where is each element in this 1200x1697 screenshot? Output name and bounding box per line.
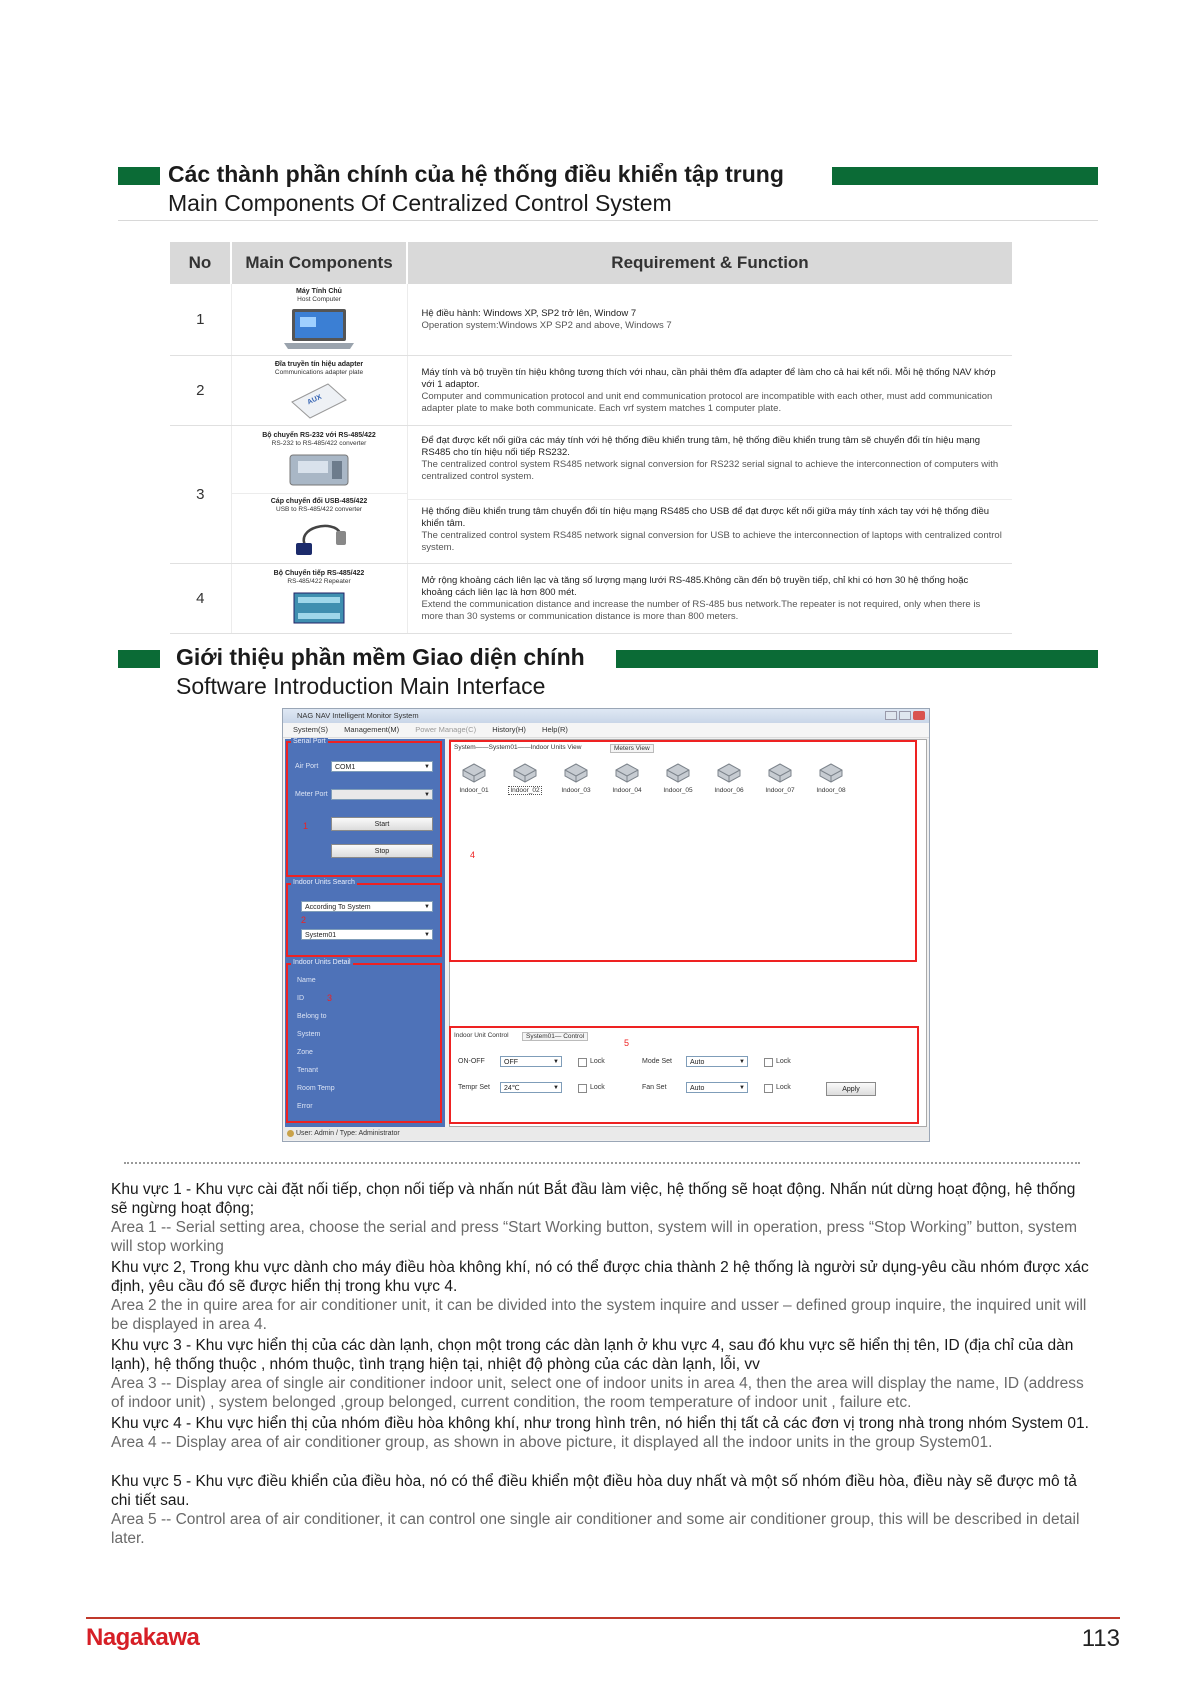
lock-label: Lock — [776, 1084, 791, 1091]
indoor-unit-label: Indoor_07 — [765, 787, 795, 794]
area-4-marker: 4 — [470, 850, 476, 860]
lock-label: Lock — [590, 1058, 605, 1065]
function-cell — [407, 426, 1012, 564]
indoor-unit-label: Indoor_05 — [663, 787, 693, 794]
function-en: Extend the communication distance and increase the number of RS-485 bus network.The repeater is not required, only when there is more than 30 systems or communication distance is more than 800 meters. — [421, 598, 981, 622]
system-select[interactable] — [301, 929, 433, 940]
detail-field: System — [297, 1031, 321, 1038]
area-2-marker: 2 — [301, 915, 307, 925]
menu-management[interactable]: Management(M) — [344, 725, 400, 734]
description-vi: Khu vực 3 - Khu vực hiển thị của các dàn lạnh, chọn một trong các dàn lạnh ở khu vực 4, sau đó khu vực sẽ hiển thị tên, ID (địa chỉ của dàn lạnh), hệ thống thuộc , nhóm thuộc, tình trạng hiện tại, nhiệt độ phòng của các dàn lạnh, lỗi, vv — [111, 1337, 1074, 1373]
detail-field: Room Temp — [297, 1085, 335, 1092]
maximize-icon[interactable] — [899, 711, 911, 720]
indoor-unit-label: Indoor_08 — [816, 787, 846, 794]
menu-history[interactable]: History(H) — [492, 725, 526, 734]
row-number: 4 — [170, 564, 231, 634]
indoor-unit-icon — [460, 762, 488, 784]
component-subblock — [232, 493, 407, 561]
tab-meters-view[interactable]: Meters View — [610, 744, 654, 753]
section2-title-vi: Giới thiệu phần mềm Giao diện chính — [176, 644, 585, 670]
indoor-unit[interactable] — [505, 762, 545, 794]
function-vi: Máy tính và bộ truyền tín hiệu không tương thích với nhau, cần phải thêm đĩa adapter để làm cho cả hai kết nối. Mỗi hệ thống NAV khớp với 1 adaptor. — [421, 366, 996, 390]
function-cell — [407, 284, 1012, 356]
component-label-vi: Bộ Chuyển tiếp RS-485/422 — [273, 570, 365, 577]
indoor-unit-icon — [664, 762, 692, 784]
function-vi: Hệ điều hành: Windows XP, SP2 trở lên, Window 7 — [421, 307, 637, 319]
air-port-value: COM1 — [335, 764, 356, 771]
temp-set-value: 24℃ — [504, 1085, 520, 1092]
description-vi: Khu vực 2, Trong khu vực dành cho máy điều hòa không khí, nó có thể được chia thành 2 hệ thống là người sử dụng-yêu cầu nhóm được xác định, yêu cầu đó sẽ được hiển thị trong khu vực 4. — [111, 1259, 1089, 1295]
window-title: NAG NAV Intelligent Monitor System — [297, 711, 419, 720]
indoor-unit[interactable] — [811, 762, 851, 794]
area-description — [111, 1472, 1091, 1548]
meter-port-label: Meter Port — [295, 791, 328, 798]
function-vi: Hệ thống điều khiển trung tâm chuyển đổi tín hiệu mạng RS485 cho USB để đạt được kết nối giữa máy tính xách tay với hệ thống điều khiển tâm. — [421, 506, 990, 529]
area-3-marker: 3 — [327, 993, 333, 1003]
svg-text:AUX: AUX — [306, 393, 323, 407]
search-mode-value: According To System — [305, 904, 371, 911]
description-en: Area 5 -- Control area of air conditioner, it can control one single air conditioner and some air conditioner group, this will be described in detail later. — [111, 1511, 1080, 1547]
description-en: Area 2 the in quire area for air conditioner unit, it can be divided into the system inquire and usser – defined group inquire, the inquired unit will be displayed in area 4. — [111, 1297, 1087, 1333]
area-1-marker: 1 — [303, 821, 309, 831]
header-function: Requirement & Function — [407, 242, 1012, 284]
section1-rule — [118, 220, 1098, 221]
dotted-divider — [124, 1162, 1080, 1164]
start-button[interactable]: Start — [331, 817, 433, 831]
table-row — [170, 356, 1012, 426]
indoor-unit-label: Indoor_06 — [714, 787, 744, 794]
apply-button[interactable]: Apply — [826, 1082, 876, 1096]
row-number: 2 — [170, 356, 231, 426]
detail-field: Name — [297, 977, 316, 984]
function-vi: Mở rộng khoảng cách liên lạc và tăng số lượng mạng lưới RS-485.Không cần đến bộ truyền tiếp, chỉ khi có hơn 30 hệ thống hoặc khoảng cách liên lạc là hơn 800 mét. — [421, 574, 969, 598]
area-description — [111, 1180, 1091, 1256]
component-label-en: RS-485/422 Repeater — [287, 578, 351, 585]
component-label-en: Host Computer — [297, 296, 341, 303]
function-vi: Để đạt được kết nối giữa các máy tính với hệ thống điều khiển trung tâm, hệ thống điều khiển trung tâm sẽ chuyển đổi tín hiệu mạng RS485 cho tín hiệu nối tiếp RS232. — [421, 435, 981, 458]
detail-group — [286, 963, 442, 1123]
indoor-unit-icon — [817, 762, 845, 784]
user-icon — [287, 1130, 294, 1137]
mode-set-select[interactable] — [686, 1056, 748, 1067]
indoor-unit-label: Indoor_04 — [612, 787, 642, 794]
converter-icon — [284, 451, 354, 489]
chevron-down-icon: ▼ — [553, 1059, 559, 1065]
menu-system[interactable]: System(S) — [293, 725, 329, 734]
temp-lock-checkbox[interactable] — [578, 1084, 587, 1093]
component-label-vi: Đĩa truyền tín hiệu adapter — [274, 361, 364, 368]
indoor-unit-icon — [613, 762, 641, 784]
table-row — [170, 426, 1012, 564]
indoor-unit-icon — [715, 762, 743, 784]
chevron-down-icon: ▼ — [424, 932, 430, 938]
section2-bar-right — [616, 650, 1098, 668]
control-group — [449, 1026, 919, 1124]
fan-set-value: Auto — [690, 1085, 705, 1092]
description-en: Area 3 -- Display area of single air conditioner indoor unit, select one of indoor units in area 4, then the area will display the name, ID (address of indoor unit) , system belonged ,group belonged, current condition, the room temperature of indoor unit , failure etc. — [111, 1375, 1084, 1411]
description-vi: Khu vực 4 - Khu vực hiển thị của nhóm điều hòa không khí, như trong hình trên, nó hiển thị tất cả các đơn vị trong nhà trong nhóm System 01. — [111, 1415, 1089, 1432]
function-en: The centralized control system RS485 network signal conversion for USB to achieve the interconnection of laptops with centralized control system. — [421, 530, 1002, 553]
table-row — [170, 564, 1012, 634]
laptop-icon — [280, 307, 358, 351]
component-cell — [231, 426, 407, 564]
mode-lock-checkbox[interactable] — [764, 1058, 773, 1067]
component-cell — [231, 284, 407, 356]
function-en: Computer and communication protocol and unit end communication protocol are incompatible with each other, must add communication adapter plate to make both communicate. Each vrf system matches 1 computer plate. — [421, 390, 993, 414]
function-en: Operation system:Windows XP SP2 and above, Windows 7 — [421, 319, 672, 331]
lock-label: Lock — [590, 1084, 605, 1091]
left-panel — [285, 739, 445, 1127]
software-screenshot — [282, 708, 930, 1142]
description-en: Area 4 -- Display area of air conditioner group, as shown in above picture, it displayed all the indoor units in the group System01. — [111, 1434, 993, 1451]
header-components: Main Components — [231, 242, 407, 284]
search-mode-select[interactable] — [301, 901, 433, 912]
search-group — [286, 883, 442, 957]
status-bar — [283, 1127, 929, 1140]
usb-cable-icon — [284, 517, 354, 557]
indoor-unit[interactable] — [607, 762, 647, 794]
header-no: No — [170, 242, 231, 284]
menu-help[interactable]: Help(R) — [542, 725, 568, 734]
chevron-down-icon: ▼ — [424, 792, 430, 798]
component-subblock — [232, 428, 407, 493]
section1-bar-right — [832, 167, 1098, 185]
on-off-select[interactable] — [500, 1056, 562, 1067]
indoor-unit[interactable] — [709, 762, 749, 794]
detail-field: Belong to — [297, 1013, 327, 1020]
detail-field: Error — [297, 1103, 313, 1110]
search-label: Indoor Units Search — [293, 879, 355, 886]
function-subblock — [408, 499, 1013, 560]
indoor-unit[interactable] — [556, 762, 596, 794]
air-port-label: Air Port — [295, 763, 319, 770]
window-titlebar — [283, 709, 929, 723]
mode-set-label: Mode Set — [642, 1058, 672, 1065]
row-number: 1 — [170, 284, 231, 356]
chevron-down-icon: ▼ — [424, 764, 430, 770]
serial-port-label: Serial Port — [293, 738, 326, 745]
component-label-en: Communications adapter plate — [274, 369, 364, 376]
detail-field: Zone — [297, 1049, 313, 1056]
adapter-plate-icon — [284, 380, 354, 420]
close-icon[interactable] — [913, 711, 925, 720]
component-cell — [231, 564, 407, 634]
lock-label: Lock — [776, 1058, 791, 1065]
row-number: 3 — [170, 426, 231, 564]
temp-set-select[interactable] — [500, 1082, 562, 1093]
meter-port-select[interactable] — [331, 789, 433, 800]
function-en: The centralized control system RS485 network signal conversion for RS232 serial signal to achieve the interconnection of computers with centralized control system. — [421, 459, 999, 482]
section2-bar-left — [118, 650, 160, 668]
components-table — [170, 242, 1012, 634]
chevron-down-icon: ▼ — [553, 1085, 559, 1091]
section2-title-en: Software Introduction Main Interface — [176, 673, 546, 699]
detail-label: Indoor Units Detail — [293, 959, 351, 966]
fan-lock-checkbox[interactable] — [764, 1084, 773, 1093]
tab-indoor-control[interactable]: Indoor Unit Control — [454, 1032, 509, 1039]
chevron-down-icon: ▼ — [424, 904, 430, 910]
system-value: System01 — [305, 932, 337, 939]
main-view — [449, 739, 927, 1127]
component-label-en: RS-232 to RS-485/422 converter — [271, 440, 367, 447]
indoor-unit[interactable] — [454, 762, 494, 794]
menu-power[interactable]: Power Manage(C) — [415, 725, 477, 734]
chevron-down-icon: ▼ — [739, 1085, 745, 1091]
component-label-vi: Máy Tính Chủ — [296, 288, 342, 295]
on-off-value: OFF — [504, 1059, 518, 1066]
repeater-icon — [284, 589, 354, 627]
air-port-select[interactable] — [331, 761, 433, 772]
minimize-icon[interactable] — [885, 711, 897, 720]
fan-set-select[interactable] — [686, 1082, 748, 1093]
indoor-unit-icon — [766, 762, 794, 784]
tab-system-control[interactable]: System01— Control — [522, 1032, 588, 1041]
indoor-unit-label: Indoor_02 — [510, 787, 540, 794]
detail-field: Tenant — [297, 1067, 319, 1074]
footer-rule — [86, 1617, 1120, 1619]
menu-bar — [283, 723, 929, 738]
stop-button[interactable]: Stop — [331, 844, 433, 858]
indoor-unit-icon — [511, 762, 539, 784]
chevron-down-icon: ▼ — [739, 1059, 745, 1065]
indoor-unit-icon — [562, 762, 590, 784]
indoor-unit[interactable] — [658, 762, 698, 794]
indoor-unit-label: Indoor_03 — [561, 787, 591, 794]
brand-logo: Nagakawa — [86, 1624, 200, 1651]
on-off-lock-checkbox[interactable] — [578, 1058, 587, 1067]
fan-set-label: Fan Set — [642, 1084, 667, 1091]
mode-set-value: Auto — [690, 1059, 705, 1066]
on-off-label: ON-OFF — [458, 1058, 485, 1065]
component-label-en: USB to RS-485/422 converter — [276, 506, 362, 513]
area-5-marker: 5 — [624, 1038, 630, 1048]
description-vi: Khu vực 5 - Khu vực điều khiển của điều hòa, nó có thể điều khiển một điều hòa duy nhất và một số nhóm điều hòa, điều này sẽ được mô tả chi tiết sau. — [111, 1473, 1077, 1509]
description-en: Area 1 -- Serial setting area, choose the serial and press “Start Working button, system will in operation, press “Stop Working” button, system will stop working — [111, 1219, 1078, 1255]
area-description — [111, 1258, 1091, 1334]
component-cell — [231, 356, 407, 426]
description-vi: Khu vực 1 - Khu vực cài đặt nối tiếp, chọn nối tiếp và nhấn nút Bắt đầu làm việc, hệ thống sẽ hoạt động. Nhấn nút dừng hoạt động, hệ thống sẽ ngừng hoạt động; — [111, 1181, 1076, 1217]
section1-title-en: Main Components Of Centralized Control System — [168, 190, 672, 216]
table-row — [170, 284, 1012, 356]
view-breadcrumb: System——System01——Indoor Units View — [454, 744, 582, 751]
area-description — [111, 1336, 1091, 1412]
status-text: User: Admin / Type: Administrator — [295, 1130, 400, 1137]
page-number: 113 — [1081, 1625, 1120, 1652]
temp-set-label: Tempr Set — [458, 1084, 490, 1091]
component-label-vi: Cáp chuyển đổi USB-485/422 — [270, 498, 368, 505]
component-label-vi: Bộ chuyển RS-232 với RS-485/422 — [262, 432, 376, 439]
section1-title-vi: Các thành phần chính của hệ thống điều khiển tập trung — [168, 161, 784, 187]
function-cell — [407, 356, 1012, 426]
indoor-unit-label: Indoor_01 — [459, 787, 489, 794]
section1-bar-left — [118, 167, 160, 185]
indoor-unit[interactable] — [760, 762, 800, 794]
detail-field: ID — [297, 995, 304, 1002]
area-description — [111, 1414, 1091, 1452]
function-subblock — [408, 429, 1013, 499]
function-cell — [407, 564, 1012, 634]
